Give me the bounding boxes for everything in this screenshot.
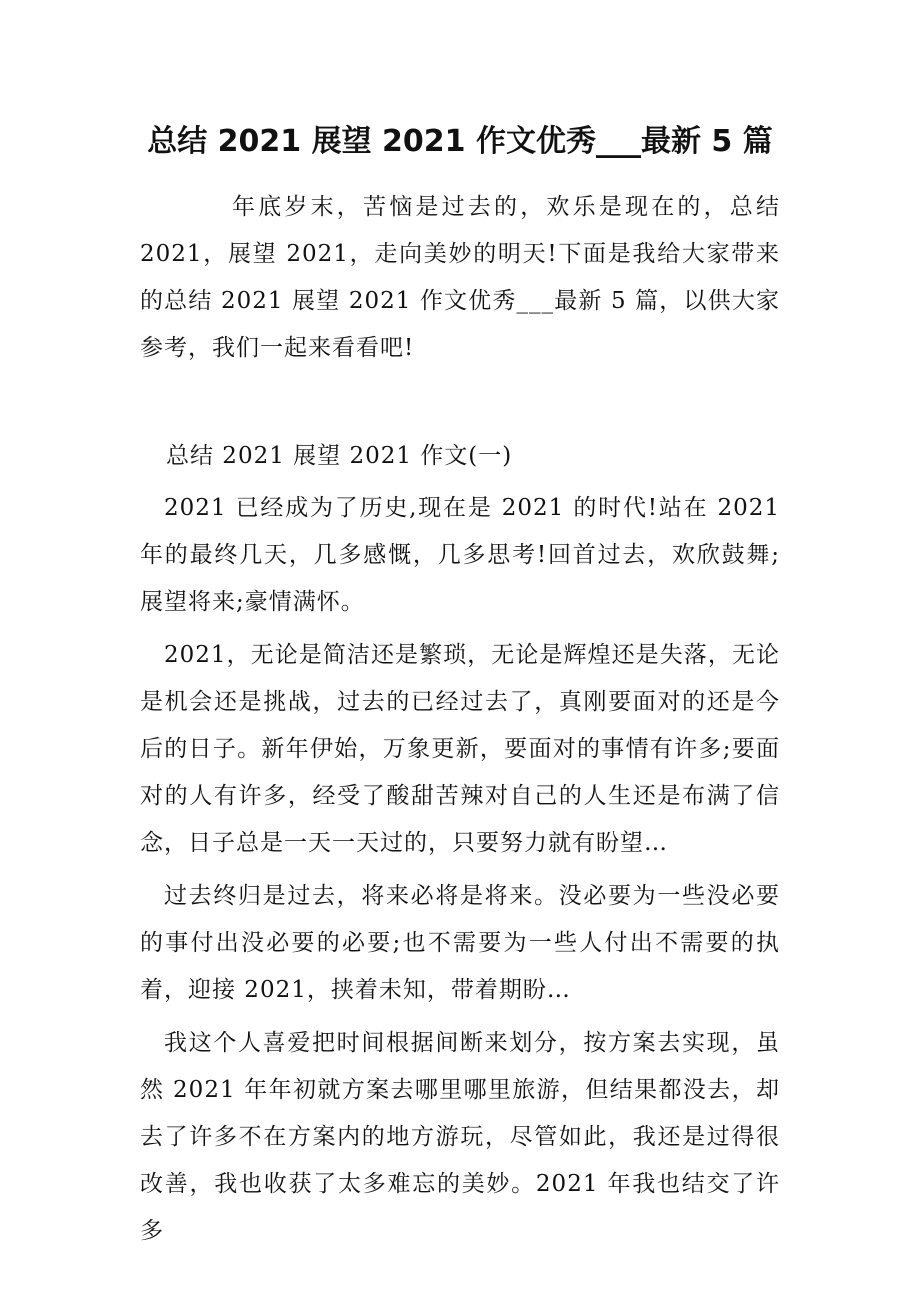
document-body bbox=[140, 184, 780, 1255]
body-paragraph-4: 我这个人喜爱把时间根据间断来划分，按方案去实现，虽然 2021 年年初就方案去哪里哪里旅游，但结果都没去，却去了许多不在方案内的地方游玩，尽管如此，我还是过得很改善，我也收获了太多难忘的美妙。2021 年我也结交了许多 bbox=[140, 1030, 780, 1244]
intro-paragraph: 年底岁末，苦恼是过去的，欢乐是现在的，总结 2021，展望 2021，走向美妙的明天!下面是我给大家带来的总结 2021 展望 2021 作文优秀___最新 5 篇，以供大家参考，我们一起来看看吧! bbox=[140, 194, 780, 361]
section-heading: 总结 2021 展望 2021 作文(一) bbox=[166, 443, 513, 469]
body-paragraph-2: 2021，无论是简洁还是繁琐，无论是辉煌还是失落，无论是机会还是挑战，过去的已经过去了，真刚要面对的还是今后的日子。新年伊始，万象更新，要面对的事情有许多;要面对的人有许多，经受了酸甜苦辣对自己的人生还是布满了信念，日子总是一天一天过的，只要努力就有盼望… bbox=[140, 642, 780, 856]
section-spacer bbox=[140, 372, 780, 434]
body-paragraph-1: 2021 已经成为了历史,现在是 2021 的时代!站在 2021 年的最终几天，几多感慨，几多思考!回首过去，欢欣鼓舞;展望将来;豪情满怀。 bbox=[140, 495, 780, 615]
body-paragraph-3: 过去终归是过去，将来必将是将来。没必要为一些没必要的事付出没必要的必要;也不需要为一些人付出不需要的执着，迎接 2021，挟着未知，带着期盼… bbox=[140, 883, 780, 1003]
document-title: 总结 2021 展望 2021 作文优秀___最新 5 篇 bbox=[147, 124, 773, 159]
